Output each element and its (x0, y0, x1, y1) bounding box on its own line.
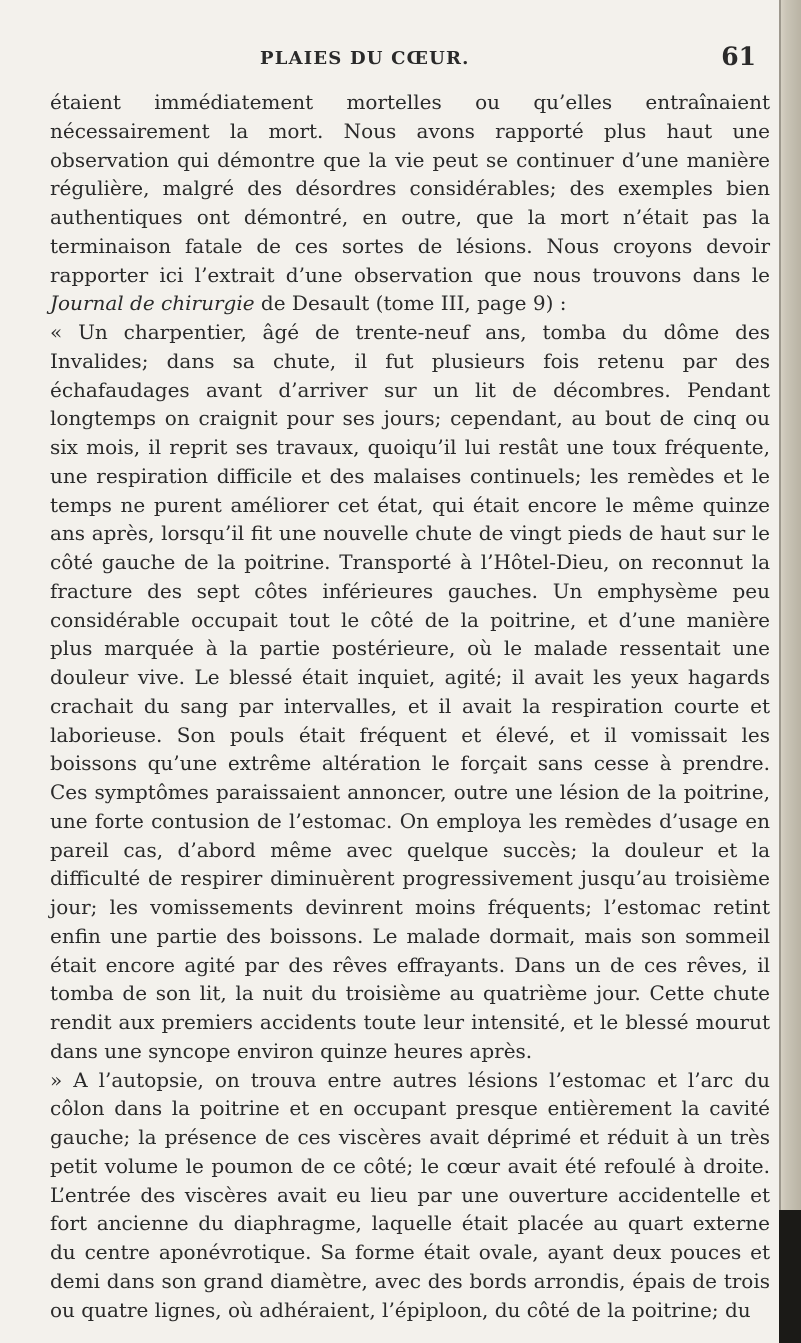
page-edge (779, 0, 801, 1343)
running-title: PLAIES DU CŒUR. (260, 48, 470, 69)
page-content (50, 42, 770, 1332)
body-text (50, 88, 770, 1324)
paragraph-1 (50, 88, 770, 318)
paragraph-1-text-b: de Desault (tome III, page 9) : (254, 291, 567, 316)
dark-binding-strip (779, 1210, 801, 1343)
page-number: 61 (721, 42, 756, 71)
running-header (50, 42, 770, 80)
paragraph-2: « Un charpentier, âgé de trente-neuf ans, tomba du dôme des Invalides; dans sa chute, il fut plusieurs fois retenu par des échafaudages avant d’arriver sur un lit de décombres. Pendant longtemps on craignit pour ses jours; cependant, au bout de cinq ou six mois, il reprit ses travaux, quoiqu’il lui restât une toux fréquente, une respiration difficile et des malaises continuels; les remèdes et le temps ne purent améliorer cet état, qui était encore le même quinze ans après, lorsqu’il fit une nouvelle chute de vingt pieds de haut sur le côté gauche de la poitrine. Transporté à l’Hôtel-Dieu, on reconnut la fracture des sept côtes inférieures gauches. Un emphysème peu considérable occupait tout le côté de la poitrine, et d’une manière plus marquée à la partie postérieure, où le malade ressentait une douleur vive. Le blessé était inquiet, agité; il avait les yeux hagards crachait du sang par intervalles, et il avait la respiration courte et laborieuse. Son pouls était fréquent et élevé, et il vomissait les boissons qu’une extrême altération le forçait sans cesse à prendre. Ces symptômes paraissaient annoncer, outre une lésion de la poitrine, une forte contusion de l’estomac. On employa les remèdes d’usage en pareil cas, d’abord même avec quelque succès; la douleur et la difficulté de respirer diminuèrent progressivement jusqu’au troisième jour; les vomissements devinrent moins fréquents; l’estomac retint enfin une partie des boissons. Le malade dormait, mais son sommeil était encore agité par des rêves effrayants. Dans un de ces rêves, il tomba de son lit, la nuit du troisième au quatrième jour. Cette chute rendit aux premiers accidents toute leur intensité, et le blessé mourut dans une syncope environ quinze heures après. (50, 320, 770, 1063)
paragraph-1-text-a: étaient immédiatement mortelles ou qu’elles entraînaient nécessairement la mort. Nous avons rapporté plus haut une observation qui démontre que la vie peut se continuer d’une manière régulière, malgré des désordres considérables; des exemples bien authentiques ont démontré, en outre, que la mort n’était pas la terminaison fatale de ces sortes de lésions. Nous croyons devoir rapporter ici l’extrait d’une observation que nous trouvons dans le (50, 90, 770, 287)
journal-title: Journal de chirurgie (50, 291, 255, 316)
paragraph-3: » A l’autopsie, on trouva entre autres lésions l’estomac et l’arc du côlon dans la poitrine et en occupant presque entièrement la cavité gauche; la présence de ces viscères avait déprimé et réduit à un très petit volume le poumon de ce côté; le cœur avait été refoulé à droite. L’entrée des viscères avait eu lieu par une ouverture accidentelle et fort ancienne du diaphragme, laquelle était placée au quart externe du centre aponévrotique. Sa forme était ovale, ayant deux pouces et demi dans son grand diamètre, avec des bords arrondis, épais de trois ou quatre lignes, où adhéraient, l’épiploon, du côté de la poitrine; du (50, 1067, 770, 1322)
